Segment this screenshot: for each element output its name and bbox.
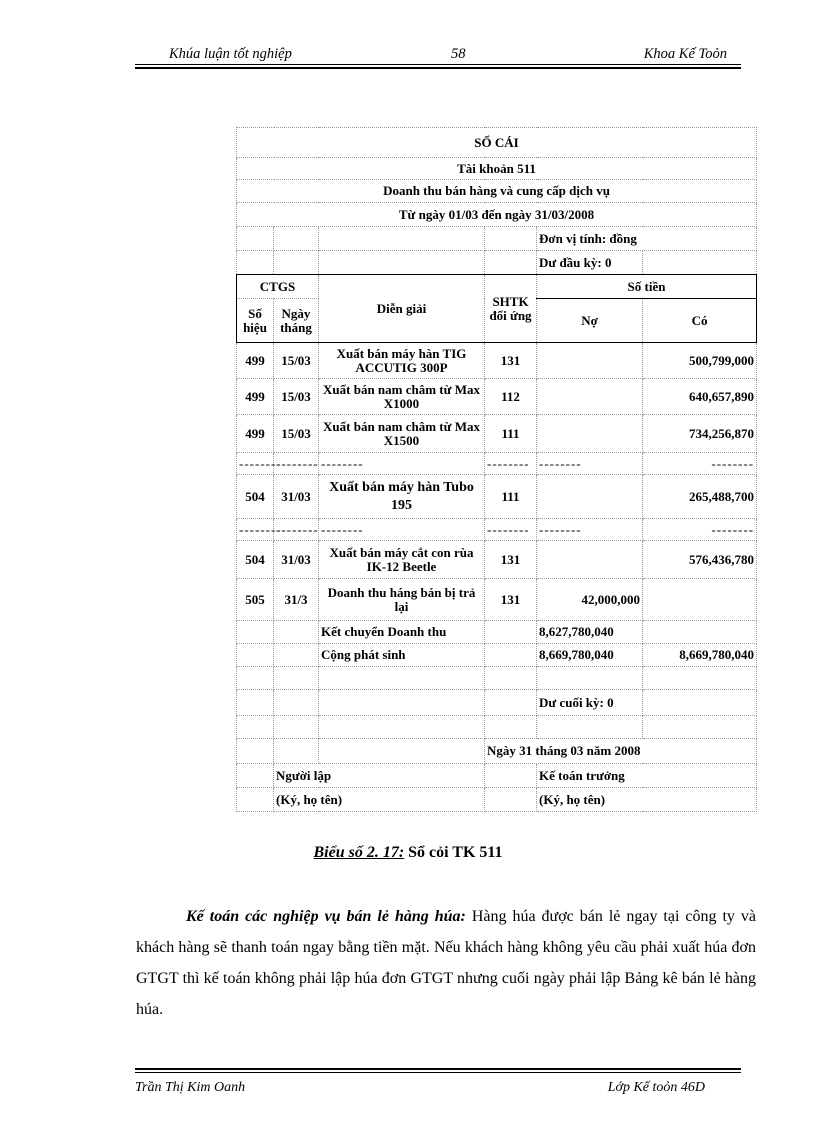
cell-so-hieu: 499 [237,379,274,415]
footer-author: Trần Thị Kim Oanh [135,1080,246,1095]
dash-cell: -------- [643,453,757,475]
header-faculty-label: Khoa Kế Toỏn [643,46,727,62]
table-caption [0,844,816,862]
caption-text: Sổ cỏi TK 511 [404,844,503,861]
cell-dien-giai: Xuất bán máy cắt con rùa IK-12 Beetle [319,541,485,579]
dash-cell: -------- [237,519,274,541]
cell-dien-giai: Xuất bán nam châm từ Max X1500 [319,415,485,453]
cell-tk: 131 [485,343,537,379]
paragraph-lead: Kế toán các nghiệp vụ bán lẻ hàng húa: [186,908,466,925]
col-so-tien: Số tiền [537,275,757,299]
ledger-account-name: Doanh thu bán hàng và cung cấp dịch vụ [237,180,757,203]
cell-ngay: 31/03 [274,541,319,579]
ledger-period: Từ ngày 01/03 đến ngày 31/03/2008 [237,203,757,227]
body-paragraph [136,901,756,1025]
currency-unit: Đơn vị tính: đồng [537,227,757,251]
transfer-no: 8,627,780,040 [537,621,643,644]
chief-accountant-title: Kế toán trưởng [537,764,757,788]
table-row [237,343,757,379]
general-ledger-table [236,127,757,812]
cell-co [643,579,757,621]
cell-co: 500,799,000 [643,343,757,379]
dash-cell: -------- [485,453,537,475]
header-thesis-label: Khúa luận tốt nghiệp [169,46,292,62]
col-co: Có [643,299,757,343]
ellipsis-row [237,453,757,475]
dash-cell: -------- [237,453,274,475]
dash-cell: -------- [537,519,643,541]
cell-so-hieu: 504 [237,541,274,579]
footer-rule-thick [135,1068,741,1070]
cell-no [537,541,643,579]
dash-cell: -------- [319,453,485,475]
cell-so-hieu: 499 [237,415,274,453]
table-row [237,579,757,621]
table-row [237,379,757,415]
cell-tk: 131 [485,541,537,579]
header-page-number: 58 [451,46,466,62]
cell-tk: 111 [485,475,537,519]
cell-tk: 112 [485,379,537,415]
col-shtk: SHTK đối ứng [485,275,537,343]
table-row [237,541,757,579]
cell-co: 734,256,870 [643,415,757,453]
cell-ngay: 15/03 [274,415,319,453]
total-no: 8,669,780,040 [537,644,643,667]
cell-ngay: 15/03 [274,343,319,379]
col-ctgs: CTGS [237,275,319,299]
col-dien-giai: Diễn giải [319,275,485,343]
footer-class: Lớp Kế toỏn 46D [607,1080,705,1095]
preparer-sign-note: (Ký, họ tên) [274,788,485,812]
cell-tk: 111 [485,415,537,453]
cell-co: 265,488,700 [643,475,757,519]
page-footer [135,1068,741,1098]
cell-co: 640,657,890 [643,379,757,415]
cell-no [537,379,643,415]
dash-cell: -------- [643,519,757,541]
cell-dien-giai: Xuất bán máy hàn TIG ACCUTIG 300P [319,343,485,379]
cell-no [537,415,643,453]
dash-cell: -------- [274,519,319,541]
cell-dien-giai: Doanh thu háng bán bị trả lại [319,579,485,621]
opening-balance: Dư đầu kỳ: 0 [537,251,643,275]
table-row [237,475,757,519]
paragraph-body: Hàng húa được bán lẻ ngay tại công ty và khách hàng sẽ thanh toán ngay bằng tiền mặt. Nếu khách hàng không yêu cầu phải xuất húa đơn GTGT thì kế toán không phải lập húa đơn GTGT nhưng cuối ngày phải lập Bảng kê bán lẻ hàng húa. [136,908,756,1018]
chief-sign-note: (Ký, họ tên) [537,788,757,812]
table-row [237,415,757,453]
col-ngay-thang: Ngày tháng [274,299,319,343]
cell-tk: 131 [485,579,537,621]
sign-date: Ngày 31 tháng 03 năm 2008 [485,739,757,764]
cell-dien-giai: Xuất bán máy hàn Tubo 195 [319,475,485,519]
caption-label: Biểu số 2. 17: [313,844,405,861]
ledger-title: SỔ CÁI [237,128,757,158]
dash-cell: -------- [274,453,319,475]
cell-so-hieu: 499 [237,343,274,379]
total-label: Cộng phát sinh [319,644,485,667]
ellipsis-row [237,519,757,541]
col-so-hieu: Số hiệu [237,299,274,343]
cell-ngay: 31/3 [274,579,319,621]
header-rule-thick [135,67,741,69]
ledger-account: Tài khoản 511 [237,158,757,180]
cell-no: 42,000,000 [537,579,643,621]
col-no: Nợ [537,299,643,343]
cell-co: 576,436,780 [643,541,757,579]
cell-no [537,475,643,519]
total-co: 8,669,780,040 [643,644,757,667]
preparer-title: Người lập [274,764,485,788]
header-rule [135,64,741,65]
page-header [135,44,741,66]
cell-no [537,343,643,379]
dash-cell: -------- [485,519,537,541]
cell-so-hieu: 505 [237,579,274,621]
cell-dien-giai: Xuất bán nam châm từ Max X1000 [319,379,485,415]
dash-cell: -------- [537,453,643,475]
transfer-label: Kết chuyển Doanh thu [319,621,485,644]
total-row [237,644,757,667]
dash-cell: -------- [319,519,485,541]
cell-ngay: 31/03 [274,475,319,519]
closing-balance: Dư cuối kỳ: 0 [537,690,643,716]
cell-ngay: 15/03 [274,379,319,415]
cell-so-hieu: 504 [237,475,274,519]
footer-rule [135,1072,741,1073]
transfer-row [237,621,757,644]
